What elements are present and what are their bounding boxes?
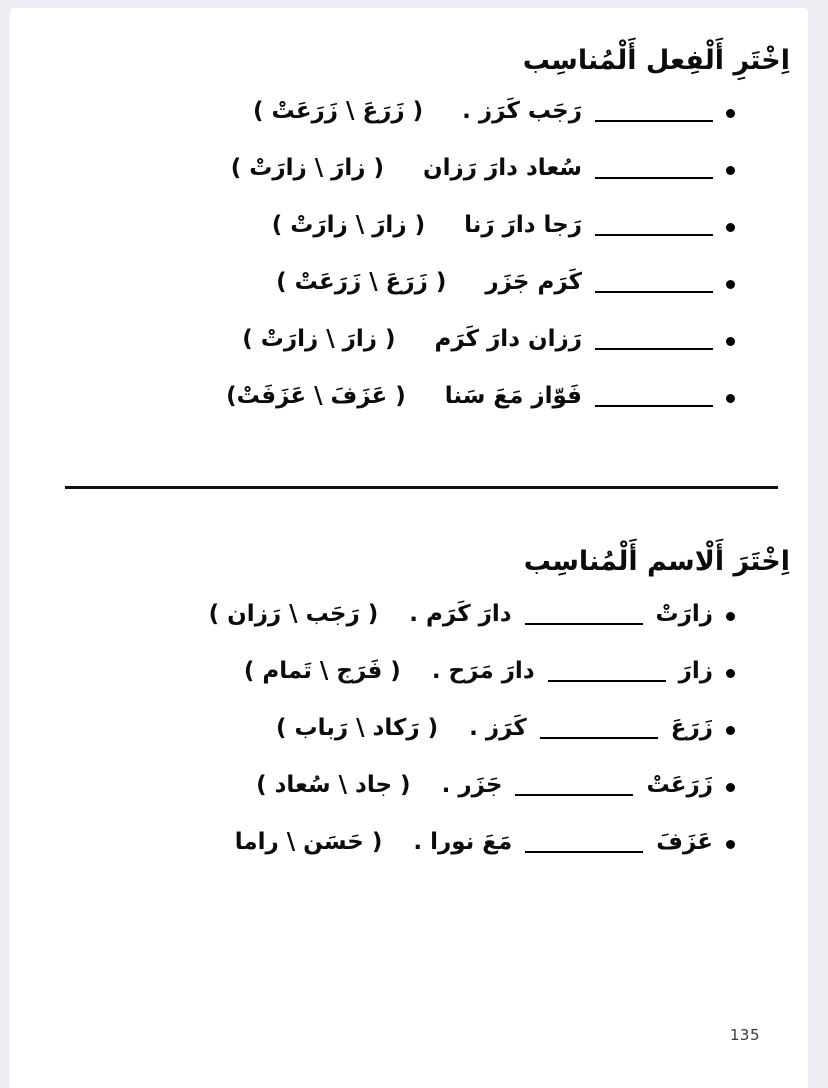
exercise-phrase: دارَ كَرَم . bbox=[409, 601, 512, 627]
bullet-icon bbox=[726, 669, 735, 678]
exercise-phrase: سُعاد دارَ رَزان bbox=[423, 155, 582, 181]
choice-options: ( رَجَب \ رَزان ) bbox=[208, 601, 379, 627]
bullet-icon bbox=[726, 726, 735, 735]
bullet-icon bbox=[726, 109, 735, 118]
bullet-icon bbox=[726, 280, 735, 289]
exercise-row bbox=[50, 658, 735, 715]
exercise-phrase: جَزَر . bbox=[441, 772, 503, 798]
exercise-phrase: دارَ مَرَح . bbox=[431, 658, 535, 684]
bullet-icon bbox=[726, 783, 735, 792]
choice-options: ( عَزَفَ \ عَزَفَتْ) bbox=[226, 383, 406, 409]
exercise-phrase: كَرَم جَزَر bbox=[485, 269, 582, 295]
answer-blank bbox=[595, 405, 713, 407]
bullet-icon bbox=[726, 612, 735, 621]
exercise-row bbox=[50, 772, 735, 829]
answer-blank bbox=[595, 120, 713, 122]
exercise-verb: زارَتْ bbox=[655, 601, 713, 627]
exercise-phrase: فَوّاز مَعَ سَنا bbox=[444, 383, 582, 409]
choice-options: ( جاد \ سُعاد ) bbox=[256, 772, 411, 798]
exercise-verb: زارَ bbox=[678, 658, 713, 684]
exercise-verb: عَزَفَ bbox=[656, 829, 713, 855]
section1-exercise-list bbox=[50, 98, 735, 440]
bullet-icon bbox=[726, 166, 735, 175]
exercise-verb: زَرَعَتْ bbox=[646, 772, 713, 798]
bullet-icon bbox=[726, 337, 735, 346]
answer-blank bbox=[595, 234, 713, 236]
answer-blank bbox=[595, 291, 713, 293]
page-number: 135 bbox=[729, 1026, 760, 1044]
exercise-phrase: رَجا دارَ رَنا bbox=[464, 212, 582, 238]
answer-blank bbox=[540, 737, 658, 739]
exercise-phrase: مَعَ نورا . bbox=[413, 829, 513, 855]
answer-blank bbox=[525, 623, 643, 625]
answer-blank bbox=[525, 851, 643, 853]
choice-options: ( زَرَعَ \ زَرَعَتْ ) bbox=[276, 269, 447, 295]
exercise-row bbox=[50, 326, 735, 383]
exercise-verb: زَرَعَ bbox=[670, 715, 713, 741]
answer-blank bbox=[515, 794, 633, 796]
exercise-row bbox=[50, 829, 735, 886]
choice-options: ( رَكاد \ رَباب ) bbox=[275, 715, 439, 741]
exercise-row bbox=[50, 269, 735, 326]
exercise-row bbox=[50, 212, 735, 269]
exercise-phrase: رَجَب كَرَز . bbox=[462, 98, 582, 124]
section2-title: اِخْتَرَ أَلْاسم أَلْمُناسِب bbox=[523, 546, 790, 577]
choice-options: ( حَسَن \ راما bbox=[234, 829, 383, 855]
answer-blank bbox=[595, 348, 713, 350]
exercise-phrase: رَزان دارَ كَرَم bbox=[434, 326, 582, 352]
bullet-icon bbox=[726, 840, 735, 849]
exercise-phrase: كَرَز . bbox=[469, 715, 527, 741]
choice-options: ( زارَ \ زارَتْ ) bbox=[242, 326, 396, 352]
section1-title: اِخْتَرِ أَلْفِعل أَلْمُناسِب bbox=[522, 45, 790, 76]
choice-options: ( فَرَج \ تَمام ) bbox=[243, 658, 401, 684]
answer-blank bbox=[595, 177, 713, 179]
exercise-row bbox=[50, 383, 735, 440]
exercise-row bbox=[50, 715, 735, 772]
answer-blank bbox=[548, 680, 666, 682]
exercise-row bbox=[50, 98, 735, 155]
choice-options: ( زَرَعَ \ زَرَعَتْ ) bbox=[252, 98, 424, 124]
section2-exercise-list bbox=[50, 601, 735, 886]
worksheet-page bbox=[10, 8, 808, 1088]
choice-options: ( زارَ \ زارَتْ ) bbox=[271, 212, 426, 238]
choice-options: ( زارَ \ زارَتْ ) bbox=[230, 155, 385, 181]
exercise-row bbox=[50, 155, 735, 212]
bullet-icon bbox=[726, 223, 735, 232]
worksheet-content bbox=[10, 8, 808, 1088]
exercise-row bbox=[50, 601, 735, 658]
bullet-icon bbox=[726, 394, 735, 403]
